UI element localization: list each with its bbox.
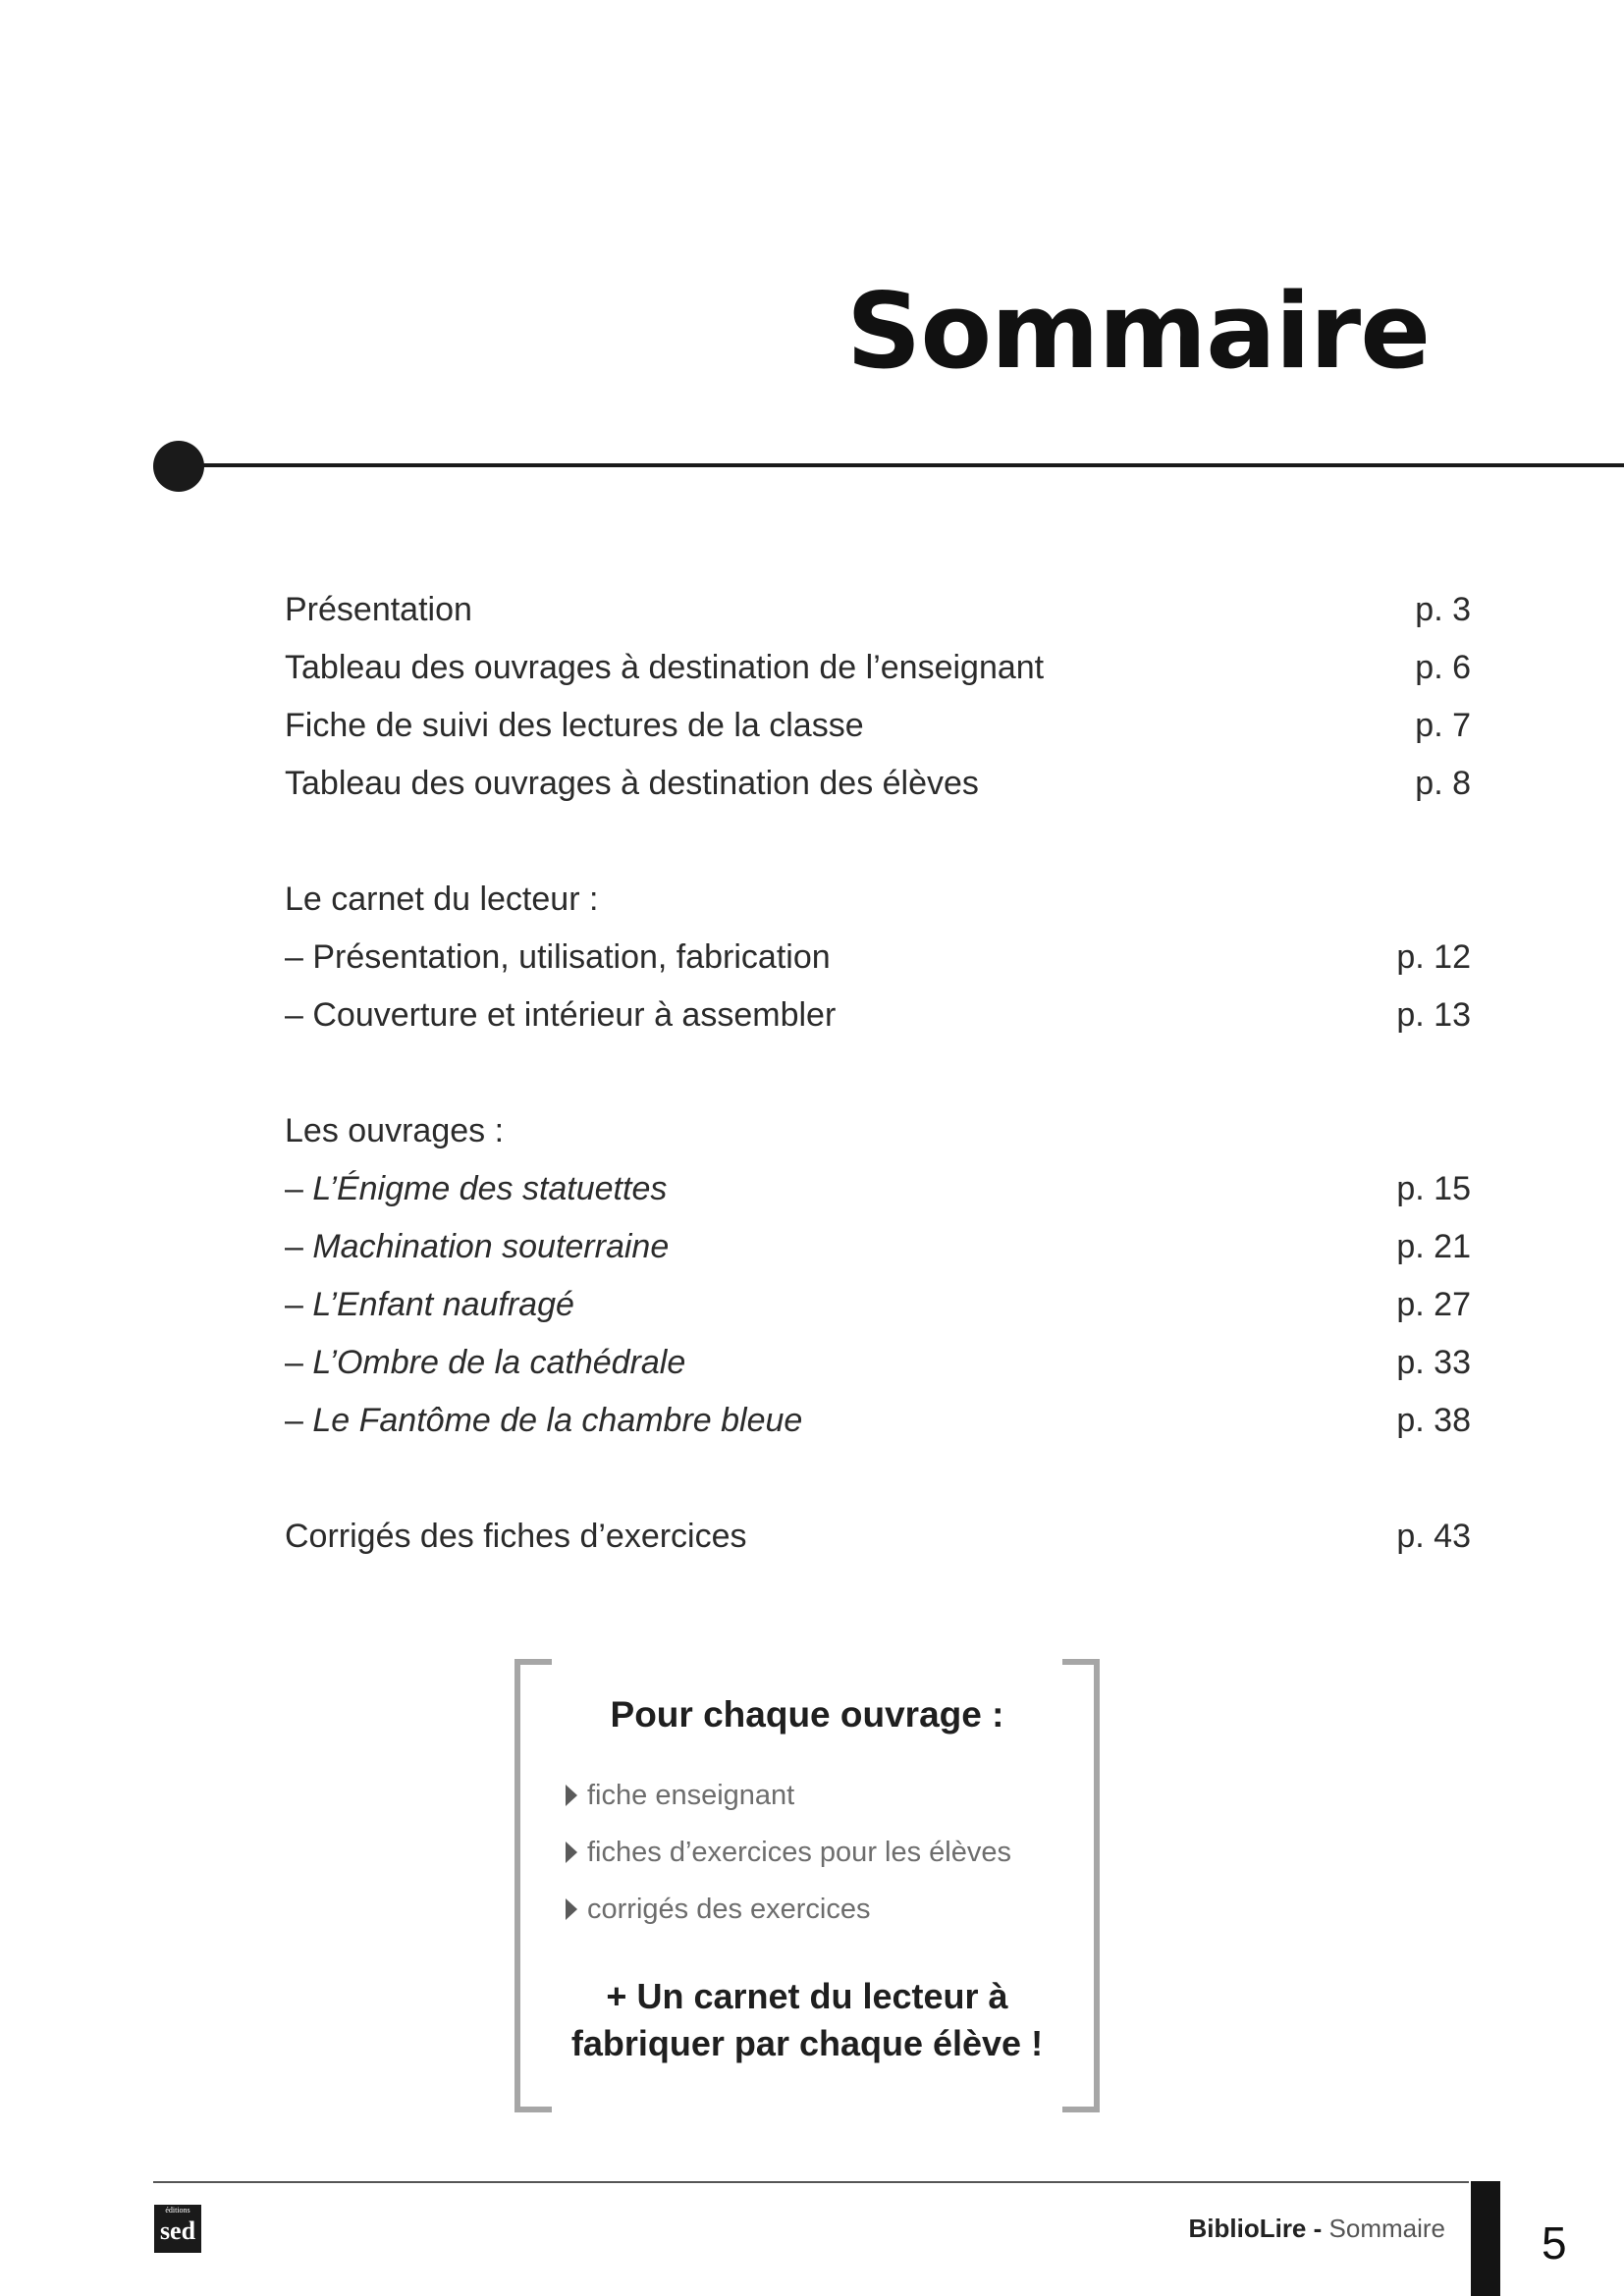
contents-callout-box [514,1659,1100,2112]
toc-entry-label: – Le Fantôme de la chambre bleue [285,1402,803,1439]
triangle-bullet-icon [566,1842,577,1863]
callout-heading: Pour chaque ouvrage : [610,1694,1004,1735]
toc-entry-presentation[interactable] [285,581,1471,639]
toc-entry-page: p. 13 [1396,996,1471,1034]
toc-entry-carnet-couverture[interactable] [285,987,1471,1044]
toc-entry-carnet-presentation[interactable] [285,929,1471,987]
toc-entry-page: p. 21 [1396,1228,1471,1265]
toc-entry-machination-souterraine[interactable] [285,1218,1471,1276]
toc-entry-fiche-suivi[interactable] [285,697,1471,755]
triangle-bullet-icon [566,1785,577,1806]
toc-entry-label: Corrigés des fiches d’exercices [285,1518,747,1555]
header-rule [192,463,1624,467]
callout-footer: + Un carnet du lecteur à fabriquer par chaque élève ! [570,1976,1044,2063]
toc-entry-page: p. 27 [1396,1286,1471,1323]
toc-entry-tableau-eleves[interactable] [285,755,1471,813]
list-item: fiche enseignant [566,1767,1011,1824]
toc-entry-label: Présentation [285,591,472,628]
toc-entry-page: p. 7 [1415,707,1471,744]
toc-entry-page: p. 3 [1415,591,1471,628]
toc-entry-label: – Couverture et intérieur à assembler [285,996,837,1034]
toc-entry-label: – Machination souterraine [285,1228,670,1265]
running-footer: BiblioLire - Sommaire [1188,2214,1445,2243]
list-item: fiches d’exercices pour les élèves [566,1824,1011,1881]
toc-entry-page: p. 38 [1396,1402,1471,1439]
page-number: 5 [1542,2217,1567,2269]
toc-entry-corriges[interactable] [285,1508,1471,1566]
toc-entry-label: Tableau des ouvrages à destination de l’enseignant [285,649,1045,686]
toc-entry-label: – L’Énigme des statuettes [285,1170,668,1207]
toc-entry-label: – L’Enfant naufragé [285,1286,574,1323]
footer-rule [153,2181,1469,2183]
toc-entry-page: p. 12 [1396,938,1471,976]
callout-list [566,1767,1011,1938]
toc-entry-label: Tableau des ouvrages à destination des élèves [285,765,979,802]
toc-section-heading-ouvrages: Les ouvrages : [285,1112,505,1149]
triangle-bullet-icon [566,1898,577,1920]
toc-entry-ombre-cathedrale[interactable] [285,1334,1471,1392]
toc-entry-page: p. 8 [1415,765,1471,802]
toc-entry-enfant-naufrage[interactable] [285,1276,1471,1334]
table-of-contents [285,581,1471,1566]
toc-entry-page: p. 6 [1415,649,1471,686]
toc-entry-page: p. 15 [1396,1170,1471,1207]
toc-entry-page: p. 33 [1396,1344,1471,1381]
toc-entry-fantome-chambre-bleue[interactable] [285,1392,1471,1450]
footer-tab [1471,2181,1500,2296]
page-title: Sommaire [846,271,1431,392]
toc-entry-label: – Présentation, utilisation, fabrication [285,938,831,976]
list-item: corrigés des exercices [566,1881,1011,1938]
toc-entry-label: Fiche de suivi des lectures de la classe [285,707,864,744]
toc-section-heading-carnet: Le carnet du lecteur : [285,881,599,918]
toc-entry-label: – L’Ombre de la cathédrale [285,1344,686,1381]
publisher-logo: éditions sed [154,2205,201,2253]
toc-entry-tableau-enseignant[interactable] [285,639,1471,697]
toc-entry-page: p. 43 [1396,1518,1471,1555]
toc-entry-enigme-statuettes[interactable] [285,1160,1471,1218]
